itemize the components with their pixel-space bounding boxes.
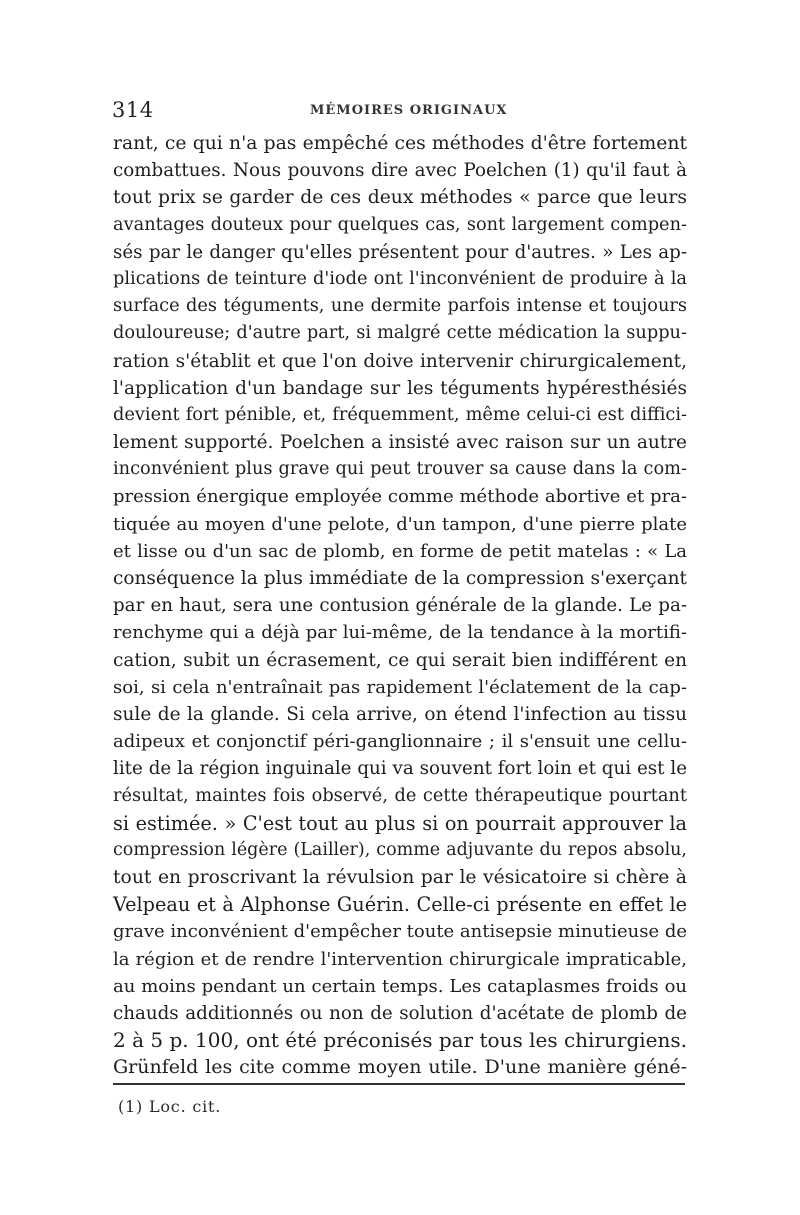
text-line: ration s'établit et que l'on doive intervenir chirurgicalement,	[113, 350, 687, 372]
text-line: la région et de rendre l'intervention chirurgicale impraticable,	[113, 948, 687, 970]
text-line: tout en proscrivant la révulsion par le vésicatoire si chère à	[113, 867, 687, 889]
text-line: combattues. Nous pouvons dire avec Poelchen (1) qu'il faut à	[113, 160, 687, 182]
body-text	[113, 130, 687, 1082]
text-line: douloureuse; d'autre part, si malgré cette médication la suppu-	[113, 323, 687, 344]
text-line: sule de la glande. Si cela arrive, on étend l'infection au tissu	[113, 703, 687, 725]
text-line: cation, subit un écrasement, ce qui serait bien indifférent en	[113, 649, 687, 671]
text-line: tiquée au moyen d'une pelote, d'un tampon, d'une pierre plate	[113, 513, 687, 535]
page-header	[112, 98, 688, 124]
text-line: l'application d'un bandage sur les téguments hypéresthésiés	[113, 377, 687, 399]
text-line: au moins pendant un certain temps. Les cataplasmes froids ou	[113, 975, 687, 997]
text-line: devient fort pénible, et, fréquemment, même celui-ci est diffici-	[113, 404, 687, 425]
footnote-divider	[113, 1083, 685, 1085]
text-line: plications de teinture d'iode ont l'inconvénient de produire à la	[113, 268, 687, 289]
text-line: soi, si cela n'entraînait pas rapidement l'éclatement de la cap-	[113, 676, 687, 698]
text-line: et lisse ou d'un sac de plomb, en forme de petit matelas : « La	[113, 540, 687, 562]
text-line: adipeux et conjonctif péri-ganglionnaire ; il s'ensuit une cellu-	[113, 731, 687, 753]
text-line: rant, ce qui n'a pas empêché ces méthodes d'être fortement	[113, 133, 687, 154]
text-line: par en haut, sera une contusion générale de la glande. Le pa-	[113, 595, 687, 617]
page-number: 314	[112, 98, 154, 122]
text-line: résultat, maintes fois observé, de cette thérapeutique pourtant	[113, 785, 687, 806]
running-head: MÉMOIRES ORIGINAUX	[310, 103, 508, 118]
text-line: inconvénient plus grave qui peut trouver sa cause dans la com-	[113, 459, 687, 480]
text-line: Velpeau et à Alphonse Guérin. Celle-ci présente en effet le	[113, 893, 687, 917]
text-line: surface des téguments, une dermite parfois intense et toujours	[113, 296, 687, 317]
text-line: lite de la région inguinale qui va souvent fort loin et qui est le	[113, 758, 687, 780]
text-line: tout prix se garder de ces deux méthodes « parce que leurs	[113, 187, 687, 209]
text-line: renchyme qui a déjà par lui-même, de la tendance à la mortifi-	[113, 622, 687, 644]
text-line: lement supporté. Poelchen a insisté avec raison sur un autre	[113, 432, 687, 454]
text-line: 2 à 5 p. 100, ont été préconisés par tous les chirurgiens.	[113, 1028, 687, 1053]
text-line: compression légère (Lailler), comme adjuvante du repos absolu,	[113, 839, 687, 860]
text-line: si estimée. » C'est tout au plus si on pourrait approuver la	[113, 811, 687, 835]
footnote: (1) Loc. cit.	[118, 1097, 222, 1116]
text-line: pression énergique employée comme méthode abortive et pra-	[113, 486, 687, 508]
text-line: sés par le danger qu'elles présentent pour d'autres. » Les ap-	[113, 241, 687, 263]
text-line: grave inconvénient d'empêcher toute antisepsie minutieuse de	[113, 921, 688, 943]
text-line: Grünfeld les cite comme moyen utile. D'une manière géné-	[113, 1056, 687, 1079]
text-line: conséquence la plus immédiate de la compression s'exerçant	[113, 568, 687, 589]
text-line: chauds additionnés ou non de solution d'acétate de plomb de	[113, 1003, 687, 1024]
text-line: avantages douteux pour quelques cas, sont largement compen-	[113, 214, 687, 235]
